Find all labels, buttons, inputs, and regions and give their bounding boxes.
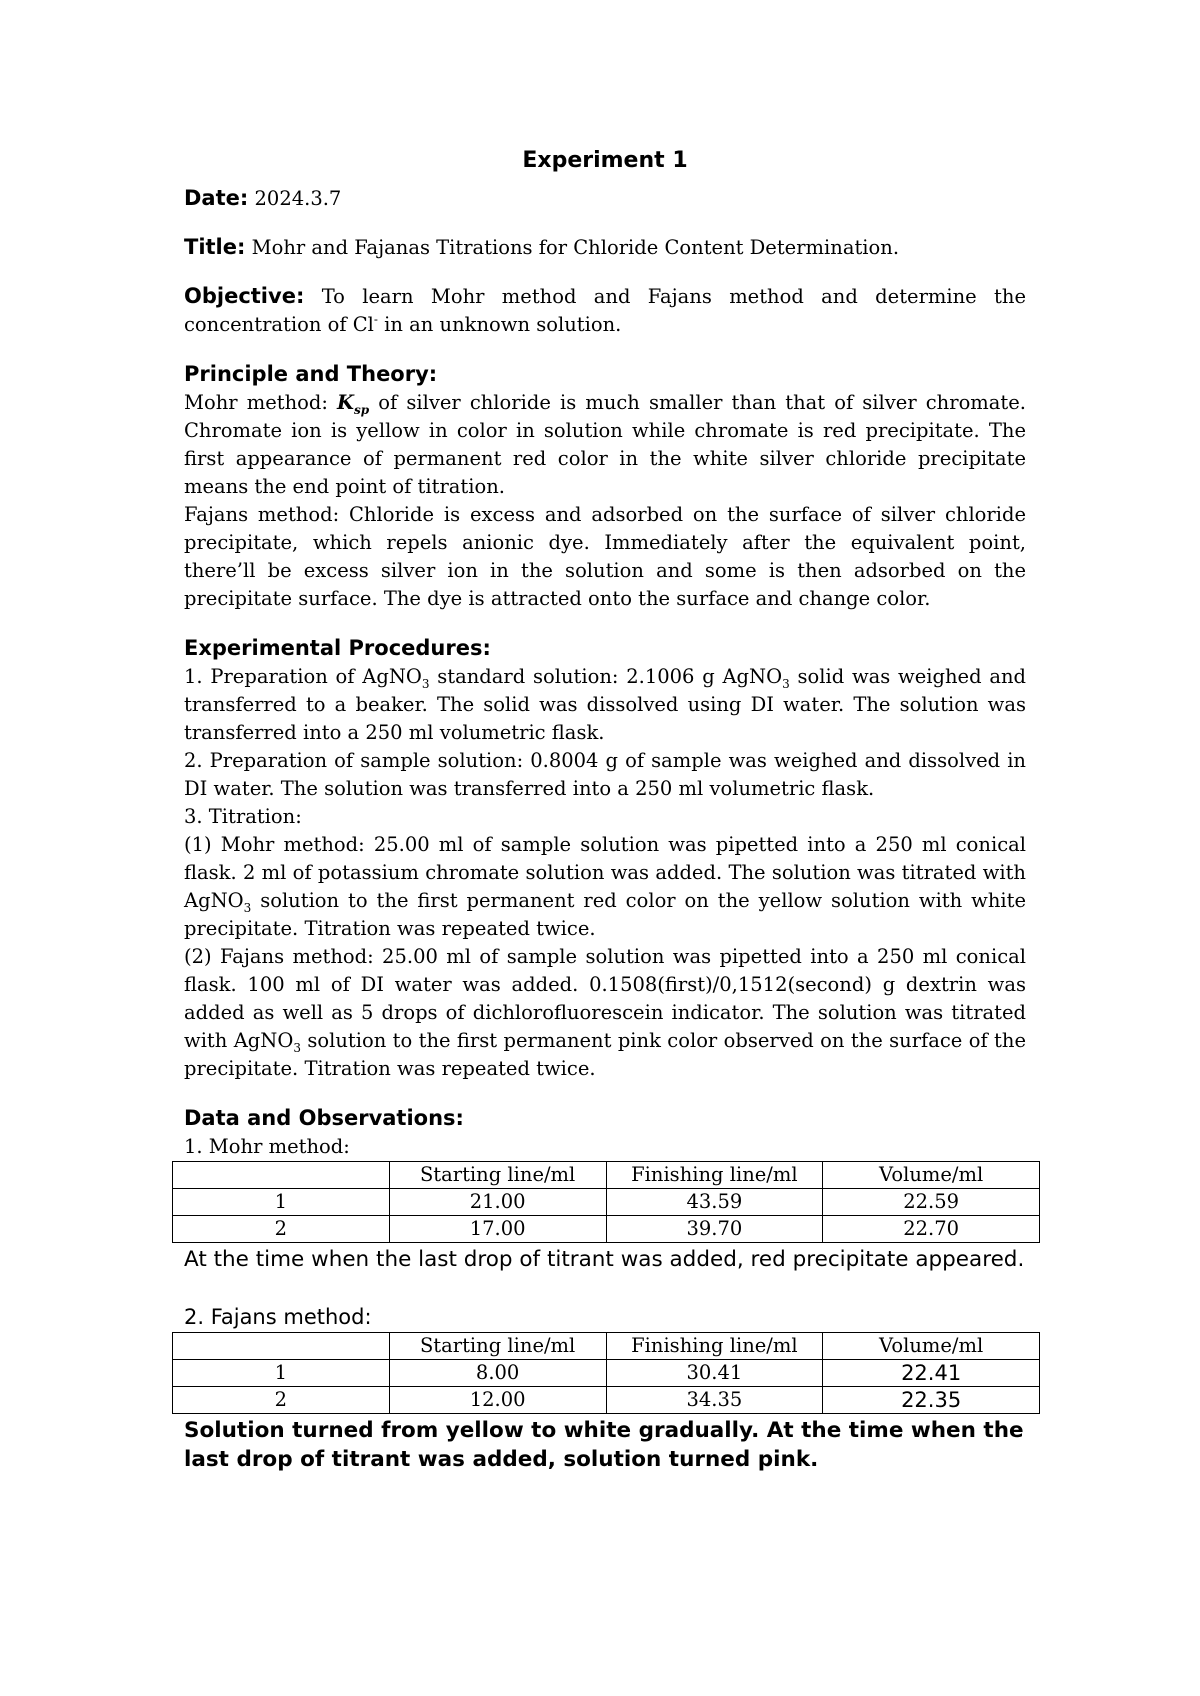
mohr-data-table xyxy=(172,1161,1040,1243)
table-row xyxy=(173,1360,1040,1387)
table-cell: 1 xyxy=(173,1360,390,1387)
table-header-cell xyxy=(173,1162,390,1189)
mohr-observation: At the time when the last drop of titrant was added, red precipitate appeared. xyxy=(184,1247,1025,1272)
ksp-symbol: K xyxy=(337,391,354,414)
table-header-cell: Starting line/ml xyxy=(389,1162,606,1189)
procedure-fajans xyxy=(184,943,1026,1083)
subscript-3: 3 xyxy=(293,1040,301,1055)
table-cell: 1 xyxy=(173,1189,390,1216)
data-heading: Data and Observations: xyxy=(184,1106,464,1130)
step1-part-a: 1. Preparation of AgNO xyxy=(184,665,422,688)
title-label: Title: xyxy=(184,235,246,259)
mohr-part-b: solution to the first permanent red color on the yellow solution with white precipitate. Titration was repeated twice. xyxy=(184,889,1026,940)
procedure-step-1 xyxy=(184,663,1026,747)
date-line xyxy=(184,184,1026,213)
objective-text-before: To learn Mohr method and Fajans method and determine the concentration of Cl xyxy=(184,285,1026,336)
procedures-heading: Experimental Procedures: xyxy=(184,636,491,660)
table-header-row xyxy=(173,1162,1040,1189)
title-line xyxy=(184,233,1026,262)
experiment-title: Experiment 1 xyxy=(522,148,688,173)
date-label: Date: xyxy=(184,186,249,210)
table-row xyxy=(173,1189,1040,1216)
table-cell: 22.35 xyxy=(823,1387,1040,1414)
objective-label: Objective: xyxy=(184,284,305,308)
mohr-method-label: 1. Mohr method: xyxy=(184,1135,350,1158)
principle-fajans-paragraph: Fajans method: Chloride is excess and adsorbed on the surface of silver chloride precipitate, which repels anionic dye. Immediately after the equivalent point, there’ll be excess silver ion in the solution and some is then adsorbed on the precipitate surface. The dye is attracted onto the surface and change color. xyxy=(184,503,1026,610)
principle-heading: Principle and Theory: xyxy=(184,362,438,386)
fajans-data-table xyxy=(172,1332,1040,1414)
table-cell: 39.70 xyxy=(606,1216,823,1243)
table-cell: 43.59 xyxy=(606,1189,823,1216)
table-cell: 21.00 xyxy=(389,1189,606,1216)
objective-paragraph xyxy=(184,282,1026,339)
procedure-step-3: 3. Titration: xyxy=(184,805,302,828)
table-row xyxy=(173,1216,1040,1243)
date-value: 2024.3.7 xyxy=(254,187,342,210)
fajans-method-label: 2. Fajans method: xyxy=(184,1305,372,1329)
table-cell: 12.00 xyxy=(389,1387,606,1414)
principle-mohr-text: of silver chloride is much smaller than that of silver chromate. Chromate ion is yellow in color in solution while chromate is red precipitate. The first appearance of permanent red color in the white silver chloride precipitate means the end point of titration. xyxy=(184,391,1026,498)
principle-mohr-prefix: Mohr method: xyxy=(184,391,338,414)
table-cell: 22.59 xyxy=(823,1189,1040,1216)
procedure-mohr xyxy=(184,831,1026,943)
table-cell: 2 xyxy=(173,1387,390,1414)
subscript-3: 3 xyxy=(243,900,252,915)
table-cell: 17.00 xyxy=(389,1216,606,1243)
table-header-row xyxy=(173,1333,1040,1360)
table-header-cell xyxy=(173,1333,390,1360)
mohr-part-a: (1) Mohr method: 25.00 ml of sample solution was pipetted into a 250 ml conical flask. 2 ml of potassium chromate solution was added. The solution was titrated with AgNO xyxy=(184,833,1026,912)
ksp-subscript: sp xyxy=(354,402,370,417)
table-header-cell: Volume/ml xyxy=(823,1162,1040,1189)
step1-part-b: standard solution: 2.1006 g AgNO xyxy=(429,665,783,688)
table-header-cell: Volume/ml xyxy=(823,1333,1040,1360)
subscript-3: 3 xyxy=(421,676,430,691)
fajans-observation: Solution turned from yellow to white gradually. At the time when the last drop of titrant was added, solution turned pink. xyxy=(184,1418,1024,1472)
table-header-cell: Starting line/ml xyxy=(389,1333,606,1360)
title-value: Mohr and Fajanas Titrations for Chloride Content Determination. xyxy=(251,236,900,259)
table-cell: 22.70 xyxy=(823,1216,1040,1243)
table-cell: 30.41 xyxy=(606,1360,823,1387)
objective-text-after: in an unknown solution. xyxy=(377,313,622,336)
step1-part-c: solid was weighed and transferred to a beaker. The solid was dissolved using DI water. The solution was transferred into a 250 ml volumetric flask. xyxy=(184,665,1026,744)
table-header-cell: Finishing line/ml xyxy=(606,1333,823,1360)
procedure-step-2: 2. Preparation of sample solution: 0.8004 g of sample was weighed and dissolved in DI water. The solution was transferred into a 250 ml volumetric flask. xyxy=(184,749,1026,800)
table-cell: 22.41 xyxy=(823,1360,1040,1387)
subscript-3: 3 xyxy=(782,676,790,691)
document-page xyxy=(184,138,1026,1474)
principle-mohr-paragraph xyxy=(184,389,1026,501)
chloride-charge: - xyxy=(373,312,378,327)
fajans-part-b: solution to the first permanent pink color observed on the surface of the precipitate. Titration was repeated twice. xyxy=(184,1029,1026,1080)
table-cell: 8.00 xyxy=(389,1360,606,1387)
table-cell: 2 xyxy=(173,1216,390,1243)
table-header-cell: Finishing line/ml xyxy=(606,1162,823,1189)
fajans-part-a: (2) Fajans method: 25.00 ml of sample solution was pipetted into a 250 ml conical flask. 100 ml of DI water was added. 0.1508(first)/0,1512(second) g dextrin was added as well as 5 drops of dichlorofluorescein indicator. The solution was titrated with AgNO xyxy=(184,945,1026,1052)
table-cell: 34.35 xyxy=(606,1387,823,1414)
table-row xyxy=(173,1387,1040,1414)
